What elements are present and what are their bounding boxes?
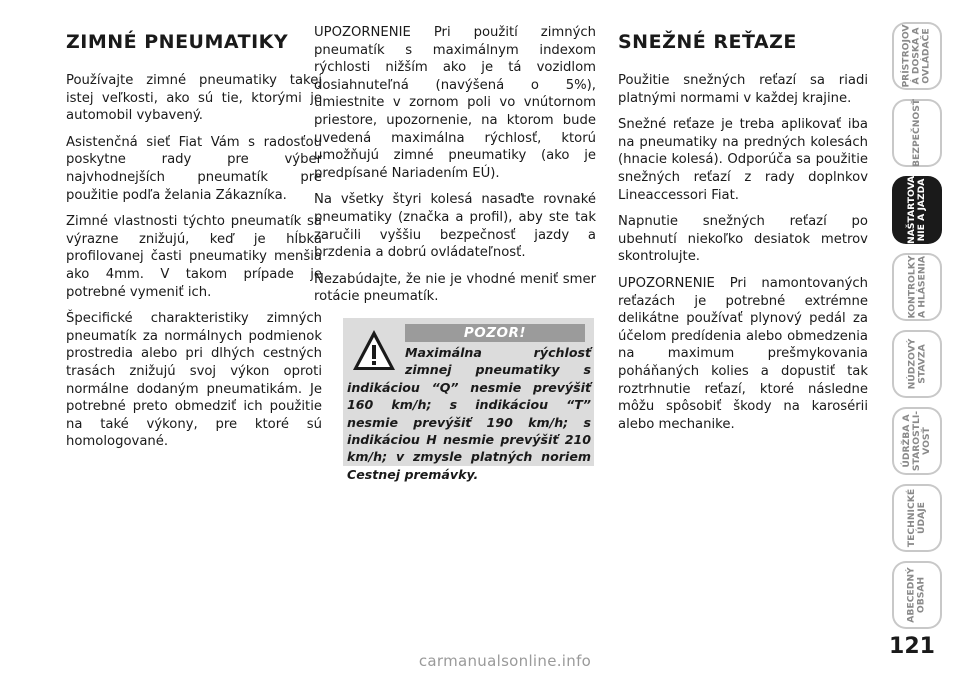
tab-label: NAŠTARTOVA- NIE A JAZDA [906,172,927,244]
tab-warning-lights[interactable] [892,253,942,321]
paragraph: UPOZORNENIE Pri namontovaných reťazách je potrebné extrémne delikátne používať plynový pedál za účelom predídenia alebo obmedzenia na maximum prešmykovania poháňaných kolies a dopustiť tak roztrhnutie reťazí, ktoré následne môžu spôsobiť škody na karosérii alebo mechanike. [618,275,868,432]
tab-label: ÚDRŽBA A STAROSTLI- VOSŤ [901,410,933,472]
section-title-winter-tires: ZIMNÉ PNEUMATIKY [66,31,289,53]
column-snow-chains [618,24,868,442]
paragraph: Nezabúdajte, že nie je vhodné meniť smer rotácie pneumatík. [314,271,596,305]
tab-label: NÚDZOVÝ STAVZA [906,338,928,390]
warning-box [343,318,594,482]
paragraph: Asistenčná sieť Fiat Vám s radosťou poskytne rady pre výber najvhodnejších pneumatík pre použitie podľa želania Zákazníka. [66,134,322,203]
paragraph: Zimné vlastnosti týchto pneumatík sa výrazne znižujú, keď je hĺbka profilovanej časti pneumatiky menšia ako 4mm. V takom prípade je potrebné vymeniť ich. [66,214,322,300]
tab-maintenance[interactable] [892,407,942,475]
tab-index[interactable] [892,561,942,629]
tab-starting-driving[interactable] [892,172,942,244]
chapter-tabs [892,22,942,638]
warning-text: Maximálna rýchlosť zimnej pneumatiky s indikáciou “Q” nesmie prevýšiť 160 km/h; s indikáciou “T” nesmie prevýšiť 190 km/h; s indikáciou H nesmie prevýšiť 210 km/h; v zmysle platných noriem Cestnej premávky. [347,345,591,482]
warning-header: POZOR! [405,324,585,342]
tab-label: BEZPEČNOSŤ [911,98,922,167]
tab-technical-data[interactable] [892,484,942,552]
tab-emergency[interactable] [892,330,942,398]
watermark: carmanualsonline.info [418,652,592,670]
paragraph: UPOZORNENIE Pri použití zimných pneumatík s maximálnym indexom rýchlosti nižším ako je tá vozidlom dosiahnuteľná (navýšená o 5%), umiestnite v zornom poli vo vnútornom priestore, upozornenie, na ktorom bude uvedená maximálna rýchlosť, ktorú umožňujú zimné pneumatiky (ako je predpísané Nariadením EÚ). [314,25,596,181]
paragraph: Použitie snežných reťazí sa riadi platnými normami v každej krajine. [618,73,868,106]
tab-label: KONTROLKY A HLÁSENIA [906,255,928,319]
column-winter-tires [66,24,322,460]
paragraph: Na všetky štyri kolesá nasaďte rovnaké pneumatiky (značka a profil), aby ste tak zaručili vyššiu bezpečnosť jazdy a brzdenia a dobrú ovládateľnosť. [314,192,596,261]
tab-instruments[interactable] [892,22,942,90]
paragraph: Napnutie snežných reťazí po ubehnutí niekoľko desiatok metrov skontrolujte. [618,214,868,265]
paragraph: Špecifické charakteristiky zimných pneumatík za normálnych podmienok prostredia alebo pri dlhých cestných trasách znižujú svoj výkon oproti normálne dodaným pneumatikám. Je potrebné preto obmedziť ich použitie na také výkony, pre ktoré sú homologované. [66,311,322,450]
tab-safety[interactable] [892,99,942,167]
tab-label: PRÍSTROJOV Á DOSKA A OVLÁDAČE [901,24,932,88]
tab-label: ABECEDNÝ OBSAH [906,567,928,623]
paragraph: Snežné reťaze je treba aplikovať iba na pneumatiky na predných kolesách (hnacie kolesá). Odporúča sa použitie snežných reťazí z rady doplnkov Lineaccessori Fiat. [618,117,868,203]
tab-label: TECHNICKÉ ÚDAJE [906,488,928,548]
paragraph: Používajte zimné pneumatiky takej istej veľkosti, ako sú tie, ktorými je automobil vybavený. [66,73,322,124]
column-notice [314,24,596,315]
page-number: 121 [889,634,935,659]
section-title-snow-chains: SNEŽNÉ REŤAZE [618,31,797,53]
